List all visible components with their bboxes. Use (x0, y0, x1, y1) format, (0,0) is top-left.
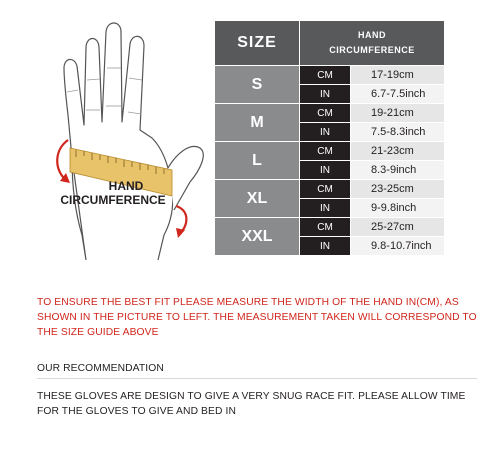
unit-in: IN (300, 85, 351, 104)
table-header-row (215, 21, 445, 66)
recommendation-title: OUR RECOMMENDATION (37, 363, 164, 374)
value-cm: 19-21cm (351, 104, 445, 123)
unit-cm: CM (300, 104, 351, 123)
size-label: XXL (215, 218, 300, 256)
recommendation-text: THESE GLOVES ARE DESIGN TO GIVE A VERY SNUG RACE FIT. PLEASE ALLOW TIME FOR THE GLOVES TO GIVE AND BED IN (37, 391, 466, 417)
unit-in: IN (300, 123, 351, 142)
hand-measurement-illustration (40, 20, 215, 260)
fit-instruction-text: TO ENSURE THE BEST FIT PLEASE MEASURE THE WIDTH OF THE HAND IN(CM), AS SHOWN IN THE PICTURE TO LEFT. THE MEASUREMENT TAKEN WILL CORRESPOND TO THE SIZE GUIDE ABOVE (37, 297, 477, 338)
unit-in: IN (300, 199, 351, 218)
table-row (215, 142, 445, 161)
size-label: M (215, 104, 300, 142)
table-row (215, 218, 445, 237)
unit-cm: CM (300, 66, 351, 85)
header-circ-line2: CIRCUMFERENCE (329, 45, 415, 55)
size-chart-table (214, 20, 445, 256)
size-label: S (215, 66, 300, 104)
hand-outline-icon (64, 23, 173, 260)
table-row (215, 180, 445, 199)
unit-cm: CM (300, 180, 351, 199)
header-circ-line1: HAND (358, 30, 386, 40)
value-cm: 23-25cm (351, 180, 445, 199)
header-hand-circumference (300, 21, 445, 66)
value-in: 9.8-10.7inch (351, 237, 445, 256)
unit-cm: CM (300, 142, 351, 161)
table-row (215, 66, 445, 85)
value-cm: 17-19cm (351, 66, 445, 85)
figure-label-line1: HAND (108, 179, 144, 193)
divider (37, 378, 477, 379)
size-label: XL (215, 180, 300, 218)
unit-in: IN (300, 237, 351, 256)
value-in: 9-9.8inch (351, 199, 445, 218)
value-in: 7.5-8.3inch (351, 123, 445, 142)
unit-in: IN (300, 161, 351, 180)
value-in: 6.7-7.5inch (351, 85, 445, 104)
header-size: SIZE (215, 21, 300, 66)
value-cm: 21-23cm (351, 142, 445, 161)
size-label: L (215, 142, 300, 180)
unit-cm: CM (300, 218, 351, 237)
thumb-outline-icon (168, 146, 203, 210)
value-cm: 25-27cm (351, 218, 445, 237)
table-row (215, 104, 445, 123)
figure-label-line2: CIRCUMFERENCE (60, 193, 166, 207)
value-in: 8.3-9inch (351, 161, 445, 180)
